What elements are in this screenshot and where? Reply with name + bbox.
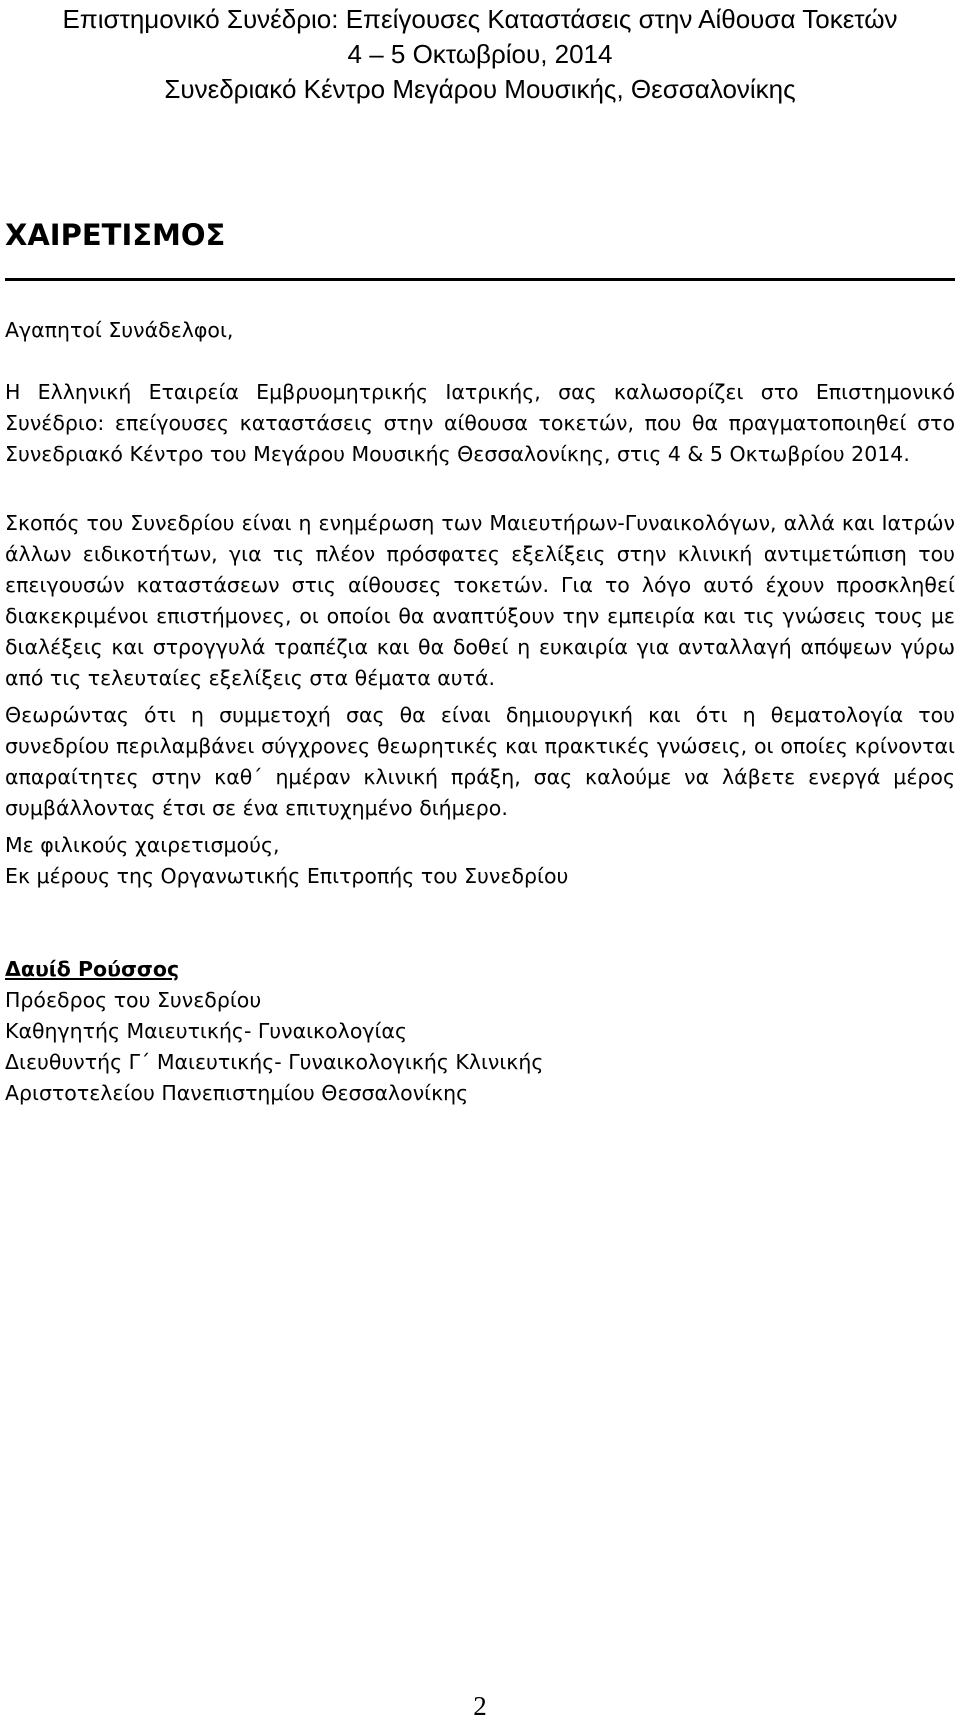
signatory-role-president: Πρόεδρος του Συνεδρίου [5,988,262,1012]
paragraph-welcome: Η Ελληνική Εταιρεία Εμβρυομητρικής Ιατρικής, σας καλωσορίζει στο Επιστημονικό Συνέδριο: επείγουσες καταστάσεις στην αίθουσα τοκετών, που θα πραγματοποιηθεί στο Συνεδριακό Κέντρο του Μεγάρου Μουσικής Θεσσαλονίκης, στις 4 & 5 Οκτωβρίου 2014. [5,380,955,466]
signature-block [5,954,955,1109]
paragraph-purpose: Σκοπός του Συνεδρίου είναι η ενημέρωση των Μαιευτήρων-Γυναικολόγων, αλλά και Ιατρών άλλων ειδικοτήτων, για τις πλέον πρόσφατες εξελίξεις στην κλινική αντιμετώπιση του επειγουσών καταστάσεων στις αίθουσες τοκετών. Για το λόγο αυτό έχουν προσκληθεί διακεκριμένοι επιστήμονες, οι οποίοι θα αναπτύξουν την εμπειρία και τις γνώσεις τους με διαλέξεις και στρογγυλά τραπέζια και θα δοθεί η ευκαιρία για ανταλλαγή απόψεων γύρω από τις τελευταίες εξελίξεις στα θέματα αυτά. [5,511,955,690]
conference-dates: 4 – 5 Οκτωβρίου, 2014 [347,39,613,69]
page-number: 2 [473,1691,487,1721]
paragraph-purpose-block [5,508,955,694]
conference-venue: Συνεδριακό Κέντρο Μεγάρου Μουσικής, Θεσσαλονίκης [164,74,796,104]
signatory-role-director: Διευθυντής Γ΄ Μαιευτικής- Γυναικολογικής Κλινικής [5,1050,544,1074]
paragraph-welcome-block [5,377,955,470]
conference-title: Επιστημονικό Συνέδριο: Επείγουσες Καταστάσεις στην Αίθουσα Τοκετών [62,4,898,34]
signatory-university: Αριστοτελείου Πανεπιστημίου Θεσσαλονίκης [5,1081,469,1105]
paragraph-invitation: Θεωρώντας ότι η συμμετοχή σας θα είναι δημιουργική και ότι η θεματολογία του συνεδρίου περιλαμβάνει σύγχρονες θεωρητικές και πρακτικές γνώσεις, οι οποίες κρίνονται απαραίτητες στην καθ΄ ημέραν κλινική πράξη, σας καλούμε να λάβετε ενεργά μέρος συμβάλλοντας έτσι σε ένα επιτυχημένο διήμερο. [5,703,955,820]
greeting-block [5,315,955,346]
closing-regards: Με φιλικούς χαιρετισμούς, [5,833,280,857]
closing-on-behalf: Εκ μέρους της Οργανωτικής Επιτροπής του Συνεδρίου [5,864,569,888]
signatory-role-professor: Καθηγητής Μαιευτικής- Γυναικολογίας [5,1019,407,1043]
section-title: ΧΑΙΡΕΤΙΣΜΟΣ [5,218,226,252]
greeting: Αγαπητοί Συνάδελφοι, [5,318,234,342]
document-header [0,2,960,107]
closing-block [5,830,955,892]
paragraph-invitation-block [5,700,955,824]
signatory-name: Δαυίδ Ρούσσος [5,957,180,981]
title-divider [5,278,955,281]
